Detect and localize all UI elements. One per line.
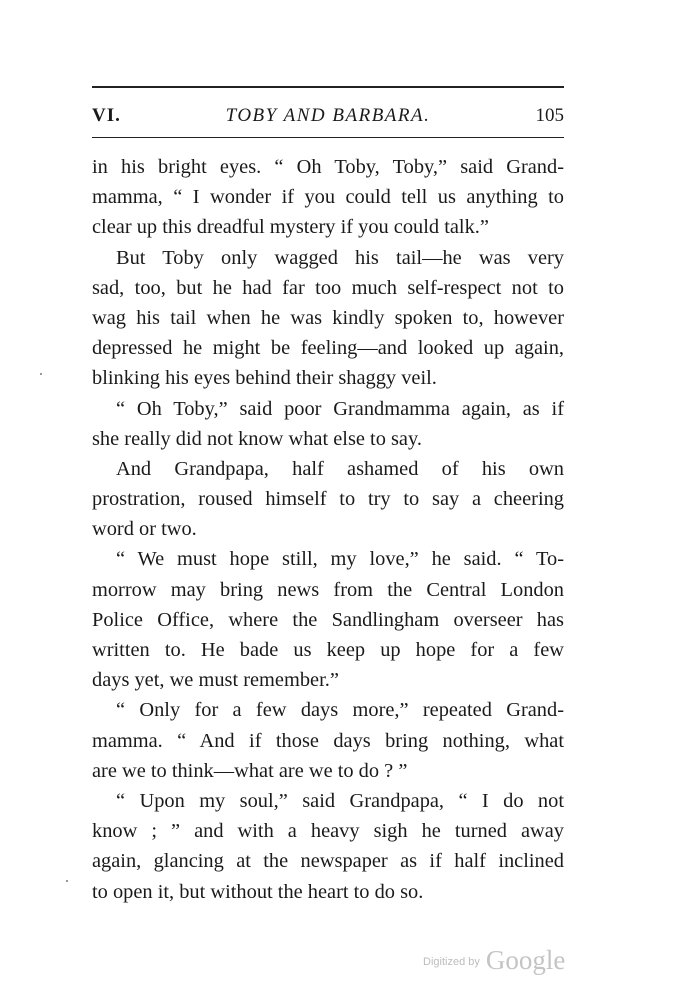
page-number: 105 [535, 105, 564, 126]
text-line: she really did not know what else to say. [92, 427, 422, 450]
digitized-watermark [423, 945, 565, 985]
body-text [92, 152, 564, 907]
header-rule-top [92, 86, 564, 88]
google-logo: Google [485, 945, 566, 975]
text-line: mamma. “ And if those days bring nothing, what [92, 729, 564, 752]
text-line: “ Oh Toby,” said poor Grandmamma again, as if [116, 397, 564, 420]
text-line: word or two. [92, 518, 197, 541]
text-line: Police Office, where the Sandlingham overseer has [92, 608, 564, 631]
text-line: to open it, but without the heart to do so. [92, 880, 424, 903]
text-line: wag his tail when he was kindly spoken to, however [92, 306, 564, 329]
text-line: morrow may bring news from the Central London [92, 578, 564, 601]
text-line: sad, too, but he had far too much self-respect not to [92, 276, 564, 299]
text-line: prostration, roused himself to try to say a cheering [92, 488, 564, 511]
text-line: are we to think—what are we to do ? ” [92, 759, 408, 782]
header-rule-bottom [92, 137, 564, 138]
running-head [92, 101, 564, 131]
text-line: know ; ” and with a heavy sigh he turned away [92, 820, 564, 843]
text-line: “ Only for a few days more,” repeated Grand- [116, 699, 564, 722]
chapter-number: VI. [92, 105, 121, 126]
text-line: clear up this dreadful mystery if you could talk.” [92, 216, 489, 239]
text-line: “ Upon my soul,” said Grandpapa, “ I do not [116, 789, 564, 812]
page-speck [66, 880, 68, 882]
text-line: mamma, “ I wonder if you could tell us anything to [92, 186, 564, 209]
text-line: “ We must hope still, my love,” he said. “ To- [116, 548, 564, 571]
text-line: in his bright eyes. “ Oh Toby, Toby,” said Grand- [92, 156, 564, 178]
text-line: And Grandpapa, half ashamed of his own [116, 457, 564, 480]
text-line: But Toby only wagged his tail—he was very [116, 246, 564, 269]
running-title: TOBY AND BARBARA. [225, 105, 431, 126]
text-line: days yet, we must remember.” [92, 669, 339, 692]
page-speck [40, 373, 42, 375]
text-line: blinking his eyes behind their shaggy veil. [92, 367, 437, 390]
text-line: again, glancing at the newspaper as if half inclined [92, 850, 564, 873]
watermark-prefix: Digitized by [423, 956, 480, 968]
text-line: depressed he might be feeling—and looked up again, [92, 337, 564, 360]
text-line: written to. He bade us keep up hope for a few [92, 639, 564, 661]
